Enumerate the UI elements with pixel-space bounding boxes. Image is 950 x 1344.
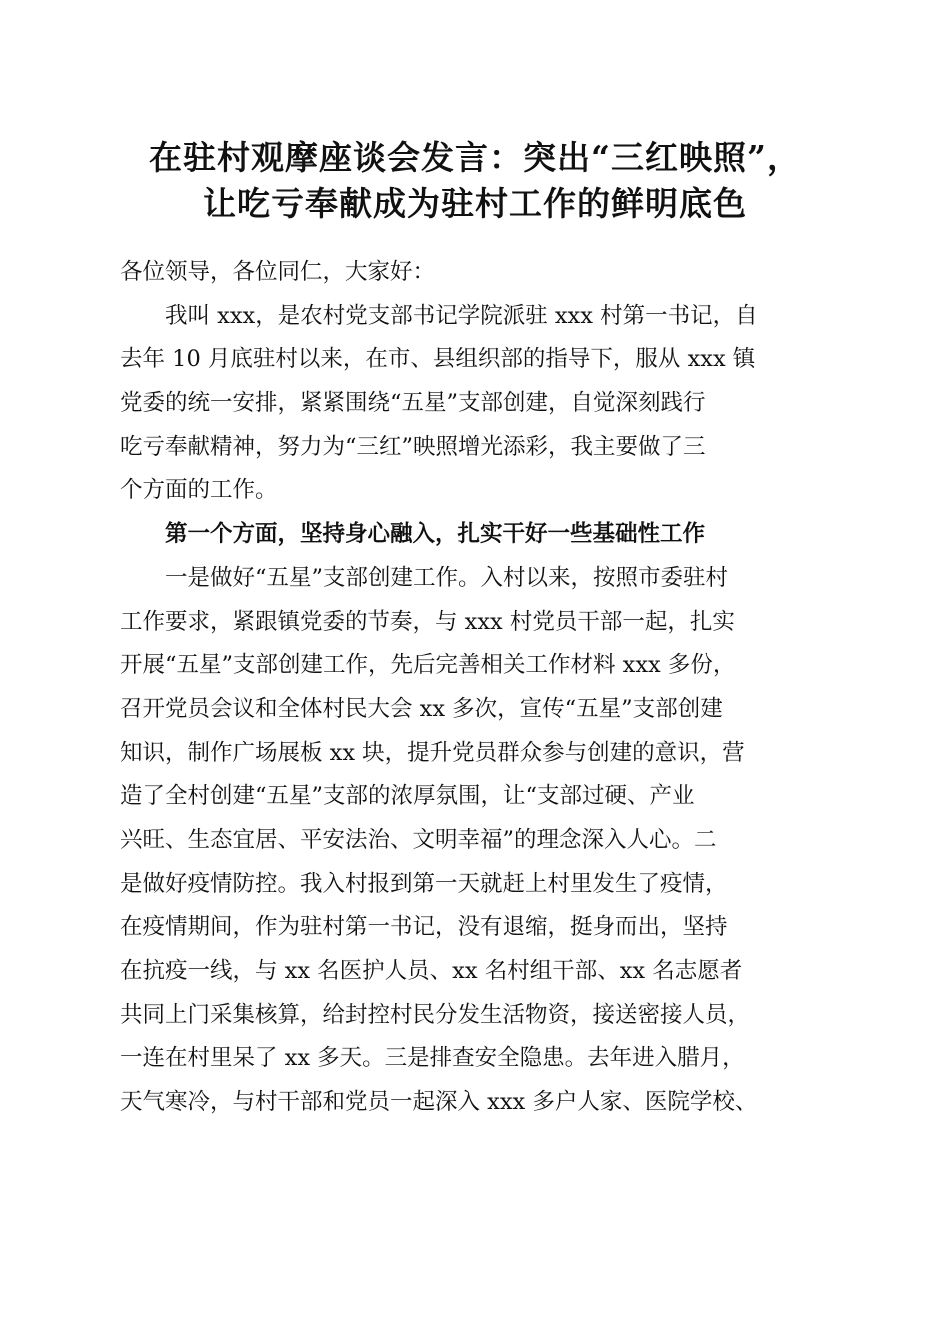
text-line: 一连在村里呆了 xx 多天。三是排查安全隐患。去年进入腊月， <box>120 1045 745 1072</box>
salutation: 各位领导，各位同仁，大家好： <box>120 259 436 285</box>
text-line: 天气寒冷，与村干部和党员一起深入 xxx 多户人家、医院学校、 <box>120 1089 758 1116</box>
text-line: 个方面的工作。 <box>120 477 278 504</box>
text-line: 一是做好“五星”支部创建工作。入村以来，按照市委驻村 <box>165 564 729 591</box>
title-line-1: 在驻村观摩座谈会发言：突出“三红映照”， <box>149 138 801 177</box>
text-line: 去年 10 月底驻村以来，在市、县组织部的指导下，服从 xxx 镇 <box>120 346 756 373</box>
text-line: 我叫 xxx，是农村党支部书记学院派驻 xxx 村第一书记，自 <box>165 302 758 329</box>
document-title <box>0 135 950 227</box>
text-line: 在抗疫一线，与 xx 名医护人员、xx 名村组干部、xx 名志愿者 <box>120 958 743 984</box>
document-body <box>120 251 840 1125</box>
text-line: 党委的统一安排，紧紧围绕“五星”支部创建，自觉深刻践行 <box>120 390 706 417</box>
text-line: 召开党员会议和全体村民大会 xx 多次，宣传“五星”支部创建 <box>120 695 723 722</box>
text-line: 吃亏奉献精神，努力为“三红”映照增光添彩，我主要做了三 <box>120 433 706 460</box>
text-line: 在疫情期间，作为驻村第一书记，没有退缩，挺身而出，坚持 <box>120 914 728 941</box>
text-line: 是做好疫情防控。我入村报到第一天就赶上村里发生了疫情， <box>120 870 728 897</box>
section-heading: 第一个方面，坚持身心融入，扎实干好一些基础性工作 <box>165 521 706 548</box>
title-line-2: 让吃亏奉献成为驻村工作的鲜明底色 <box>203 184 747 223</box>
text-line: 知识，制作广场展板 xx 块，提升党员群众参与创建的意识，营 <box>120 739 745 766</box>
text-line: 工作要求，紧跟镇党委的节奏，与 xxx 村党员干部一起，扎实 <box>120 608 735 635</box>
text-line: 兴旺、生态宜居、平安法治、文明幸福”的理念深入人心。二 <box>120 826 717 853</box>
paragraph-intro <box>120 295 840 513</box>
text-line: 造了全村创建“五星”支部的浓厚氛围，让“支部过硬、产业 <box>120 783 695 810</box>
text-line: 开展“五星”支部创建工作，先后完善相关工作材料 xxx 多份， <box>120 652 736 679</box>
paragraph-section-1 <box>120 557 840 1125</box>
text-line: 共同上门采集核算，给封控村民分发生活物资，接送密接人员， <box>120 1001 751 1028</box>
